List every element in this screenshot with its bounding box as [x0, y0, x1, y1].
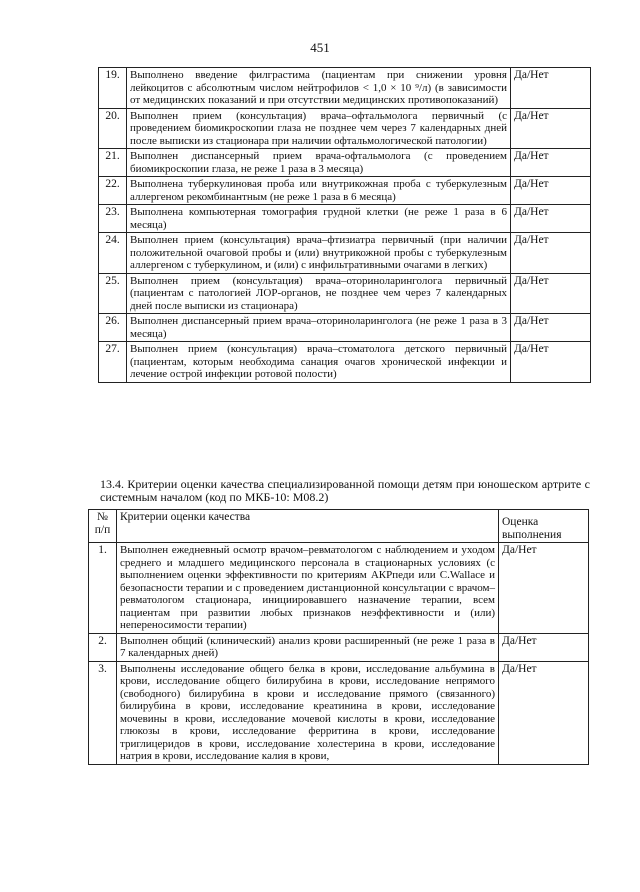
answer-cell: Да/Нет [511, 205, 591, 233]
criterion-text: Выполнена туберкулиновая проба или внутрикожная проба с туберкулезным аллергеном рекомбинантным (не реже 1 раза в 6 месяца) [127, 177, 511, 205]
table-header-row [89, 510, 589, 543]
answer-cell: Да/Нет [499, 633, 589, 661]
criterion-text: Выполнен прием (консультация) врача–офтальмолога первичный (с проведением биомикроскопии глаза не позднее чем через 7 календарных дней после выписки из стационара при наличии офтальмологической патологии) [127, 108, 511, 149]
table-row [99, 273, 591, 314]
page-number: 451 [310, 40, 330, 55]
row-number: 19. [99, 68, 127, 109]
answer-cell: Да/Нет [511, 108, 591, 149]
row-number: 25. [99, 273, 127, 314]
table-row [99, 205, 591, 233]
criteria-table-jia-systemic [88, 509, 589, 765]
row-number: 22. [99, 177, 127, 205]
row-number: 24. [99, 233, 127, 274]
answer-cell: Да/Нет [511, 68, 591, 109]
table-row [99, 149, 591, 177]
criterion-text: Выполнен общий (клинический) анализ крови расширенный (не реже 1 раза в 7 календарных дней) [117, 633, 499, 661]
criterion-text: Выполнены исследование общего белка в крови, исследование альбумина в крови, исследование общего билирубина в крови, исследование непрямого (свободного) билирубина в крови и исследование прямого (связанного) билирубина в крови, исследование креатинина в крови, исследование мочевины в крови, исследование мочевой кислоты в крови, исследование глюкозы в крови, исследование ферритина в крови, исследование триглицеридов в крови, исследование холестерина в крови, исследование натрия в крови, исследование калия в крови, [117, 661, 499, 764]
answer-cell: Да/Нет [511, 233, 591, 274]
criteria-table-continued [98, 67, 591, 383]
answer-cell: Да/Нет [511, 273, 591, 314]
row-number: 2. [89, 633, 117, 661]
table-row [99, 342, 591, 383]
header-num: № п/п [89, 510, 117, 543]
table-row [89, 543, 589, 634]
section-title: 13.4. Критерии оценки качества специализированной помощи детям при юношеском артрите с системным началом (код по МКБ-10: М08.2) [100, 477, 590, 504]
criterion-text: Выполнен диспансерный прием врача–оториноларинголога (не реже 1 раза в 3 месяца) [127, 314, 511, 342]
row-number: 1. [89, 543, 117, 634]
row-number: 20. [99, 108, 127, 149]
table-row [99, 314, 591, 342]
answer-cell: Да/Нет [511, 342, 591, 383]
criterion-text: Выполнен ежедневный осмотр врачом–ревматологом с наблюдением и уходом среднего и младшего медицинского персонала в стационарных условиях (с выполнением оценки эффективности по критериям АКРпеди или C.Wallace и безопасности терапии и с проведением дистанционной консультации с врачом–ревматологом стационара, инициировавшего назначение терапии, всем пациентам при развитии любых признаков неэффективности и (или) непереносимости терапии) [117, 543, 499, 634]
criterion-text: Выполнено введение филграстима (пациентам при снижении уровня лейкоцитов с абсолютным числом нейтрофилов < 1,0 × 10 ⁹/л) (в зависимости от медицинских показаний и при отсутствии медицинских противопоказаний) [127, 68, 511, 109]
table-row [99, 108, 591, 149]
table-row [99, 233, 591, 274]
table-row [99, 68, 591, 109]
answer-cell: Да/Нет [499, 661, 589, 764]
answer-cell: Да/Нет [511, 177, 591, 205]
criterion-text: Выполнен диспансерный прием врача-офтальмолога (с проведением биомикроскопии глаза, не реже 1 раза в 3 месяца) [127, 149, 511, 177]
criterion-text: Выполнен прием (консультация) врача–фтизиатра первичный (при наличии положительной очаговой пробы и (или) внутрикожной пробы с туберкулезным аллергеном с туберкулином, и (или) с инфильтративными очагами в легких) [127, 233, 511, 274]
criterion-text: Выполнен прием (консультация) врача–стоматолога детского первичный (пациентам, которым необходима санация очагов хронической инфекции и лечение острой инфекции ротовой полости) [127, 342, 511, 383]
row-number: 21. [99, 149, 127, 177]
header-criteria: Критерии оценки качества [117, 510, 499, 543]
answer-cell: Да/Нет [511, 149, 591, 177]
row-number: 26. [99, 314, 127, 342]
table-row [89, 661, 589, 764]
table-row [99, 177, 591, 205]
header-rating: Оценка выполнения [499, 510, 589, 543]
answer-cell: Да/Нет [499, 543, 589, 634]
criterion-text: Выполнен прием (консультация) врача–оториноларинголога первичный (пациентам с патологией ЛОР-органов, не позднее чем через 7 календарных дней после выписки из стационара) [127, 273, 511, 314]
row-number: 27. [99, 342, 127, 383]
answer-cell: Да/Нет [511, 314, 591, 342]
row-number: 3. [89, 661, 117, 764]
row-number: 23. [99, 205, 127, 233]
criterion-text: Выполнена компьютерная томография грудной клетки (не реже 1 раза в 6 месяца) [127, 205, 511, 233]
table-row [89, 633, 589, 661]
